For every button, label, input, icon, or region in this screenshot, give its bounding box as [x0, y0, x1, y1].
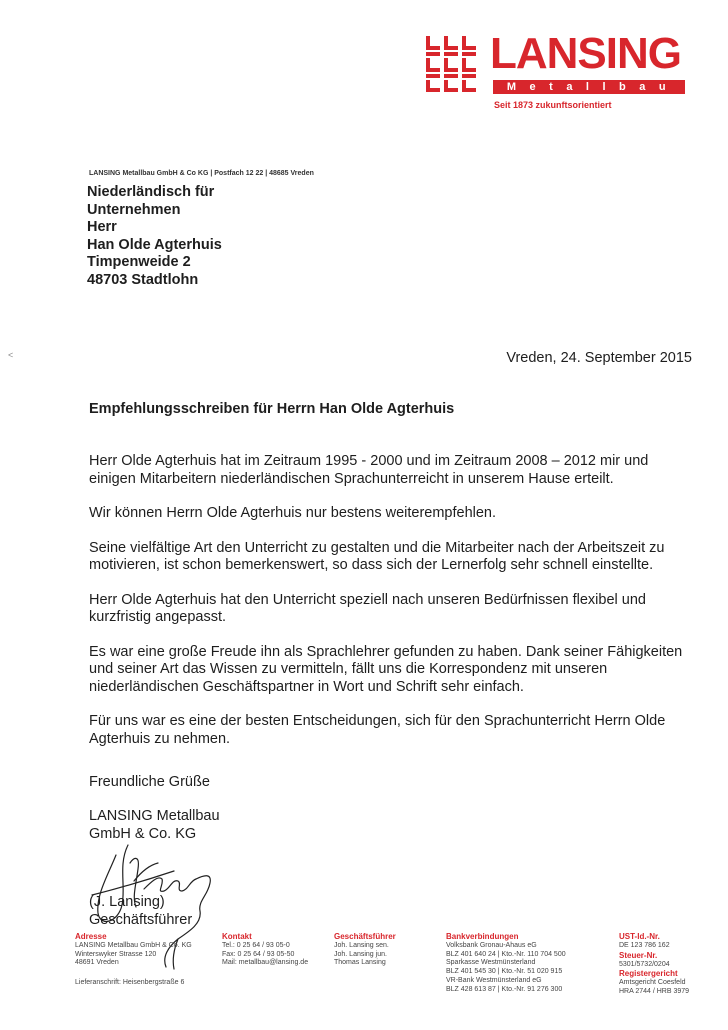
footer-line: Tel.: 0 25 64 / 93 05-0 — [222, 942, 290, 949]
footer-bank-details — [446, 932, 566, 994]
recipient-line: Niederländisch für — [87, 184, 215, 200]
company-logo — [426, 29, 686, 116]
recipient-line: Han Olde Agterhuis — [87, 236, 222, 253]
footer-managing-directors — [334, 932, 396, 968]
footer-line: Joh. Lansing jun. — [334, 950, 387, 958]
footer-line: DE 123 786 162 — [619, 942, 670, 949]
fold-mark: < — [8, 350, 14, 360]
signer-title: Geschäftsführer — [89, 911, 193, 928]
footer-line: HRA 2744 / HRB 3979 — [619, 988, 690, 996]
company-line: LANSING Metallbau — [89, 808, 220, 824]
recipient-address — [87, 184, 222, 289]
footer-heading: Adresse — [75, 932, 107, 941]
footer-heading: Geschäftsführer — [334, 932, 396, 941]
logo-wordmark: LANSING — [490, 29, 681, 78]
footer-line: 48691 Vreden — [75, 959, 119, 967]
footer-line: LANSING Metallbau GmbH & Co. KG — [75, 942, 192, 949]
footer-line: Mail: metallbau@lansing.de — [222, 959, 309, 967]
footer-line: BLZ 428 613 87 | Kto.-Nr. 91 276 300 — [446, 985, 563, 993]
logo-grid-icon — [426, 36, 484, 92]
footer-heading: UST-Id.-Nr. — [619, 932, 660, 941]
footer-tax-register — [619, 932, 689, 997]
logo-slogan: Seit 1873 zukunftsorientiert — [494, 100, 612, 110]
body-paragraph: Es war eine große Freude ihn als Sprachlehrer gefunden zu haben. Dank seiner Fähigkeiten und seiner Art das Wissen zu vermitteln, fällt uns die Korrespondenz mit unseren niederländischen Geschäftspartner in Wort und Schrift sehr einfach. — [89, 643, 683, 695]
footer-line: Winterswyker Strasse 120 — [75, 950, 157, 958]
body-paragraph: Wir können Herrn Olde Agterhuis nur bestens weiterempfehlen. — [89, 505, 497, 521]
footer-line: 5301/5732/0204 — [619, 960, 670, 968]
recipient-line: Timpenweide 2 — [87, 254, 191, 270]
footer-delivery-address: Lieferanschrift: Heisenbergstraße 6 — [75, 979, 185, 986]
letter-date: Vreden, 24. September 2015 — [506, 350, 692, 366]
footer-line: BLZ 401 545 30 | Kto.-Nr. 51 020 915 — [446, 968, 563, 976]
signer-block — [89, 894, 192, 929]
signer-name: (J. Lansing) — [89, 894, 165, 910]
footer-line: Volksbank Gronau-Ahaus eG — [446, 942, 537, 949]
body-paragraph: Herr Olde Agterhuis hat den Unterricht speziell nach unseren Bedürfnissen flexibel und kurzfristig angepasst. — [89, 591, 646, 625]
footer-heading: Bankverbindungen — [446, 932, 519, 941]
footer-line: VR-Bank Westmünsterland eG — [446, 976, 542, 984]
body-paragraph: Herr Olde Agterhuis hat im Zeitraum 1995 - 2000 und im Zeitraum 2008 – 2012 mir und einigen Mitarbeitern niederländischen Sprachunterreicht in unserem Hause erteilt. — [89, 453, 649, 487]
letter-body — [89, 453, 699, 765]
footer-line: Sparkasse Westmünsterland — [446, 959, 536, 967]
footer-heading: Steuer-Nr. — [619, 950, 658, 960]
recipient-line: Unternehmen — [87, 201, 181, 218]
footer-heading: Registergericht — [619, 969, 678, 979]
company-line: GmbH & Co. KG — [89, 825, 197, 842]
body-paragraph: Seine vielfältige Art den Unterricht zu gestalten und die Mitarbeiter nach der Arbeitszeit zu motivieren, ist schon bemerkenswert, so dass sich der Lernerfolg sehr schnell einstellte. — [89, 539, 665, 573]
letter-subject: Empfehlungsschreiben für Herrn Han Olde Agterhuis — [89, 401, 455, 417]
footer-address — [75, 932, 192, 968]
recipient-line: Herr — [87, 219, 117, 235]
closing-salutation: Freundliche Grüße — [89, 774, 210, 790]
body-paragraph: Für uns war es eine der besten Entscheidungen, sich für den Sprachunterricht Herrn Olde Agterhuis zu nehmen. — [89, 713, 666, 747]
recipient-line: 48703 Stadtlohn — [87, 271, 199, 288]
footer-line: BLZ 401 640 24 | Kto.-Nr. 110 704 500 — [446, 950, 566, 958]
logo-subline: Metallbau — [493, 80, 685, 94]
footer-heading: Kontakt — [222, 932, 252, 941]
sender-return-address: LANSING Metallbau GmbH & Co KG | Postfach 12 22 | 48685 Vreden — [89, 170, 314, 177]
footer-line: Thomas Lansing — [334, 959, 386, 967]
footer-line: Amtsgericht Coesfeld — [619, 979, 686, 987]
footer-line: Fax: 0 25 64 / 93 05-50 — [222, 950, 295, 958]
footer-line: Joh. Lansing sen. — [334, 942, 389, 949]
footer-contact — [222, 932, 308, 968]
